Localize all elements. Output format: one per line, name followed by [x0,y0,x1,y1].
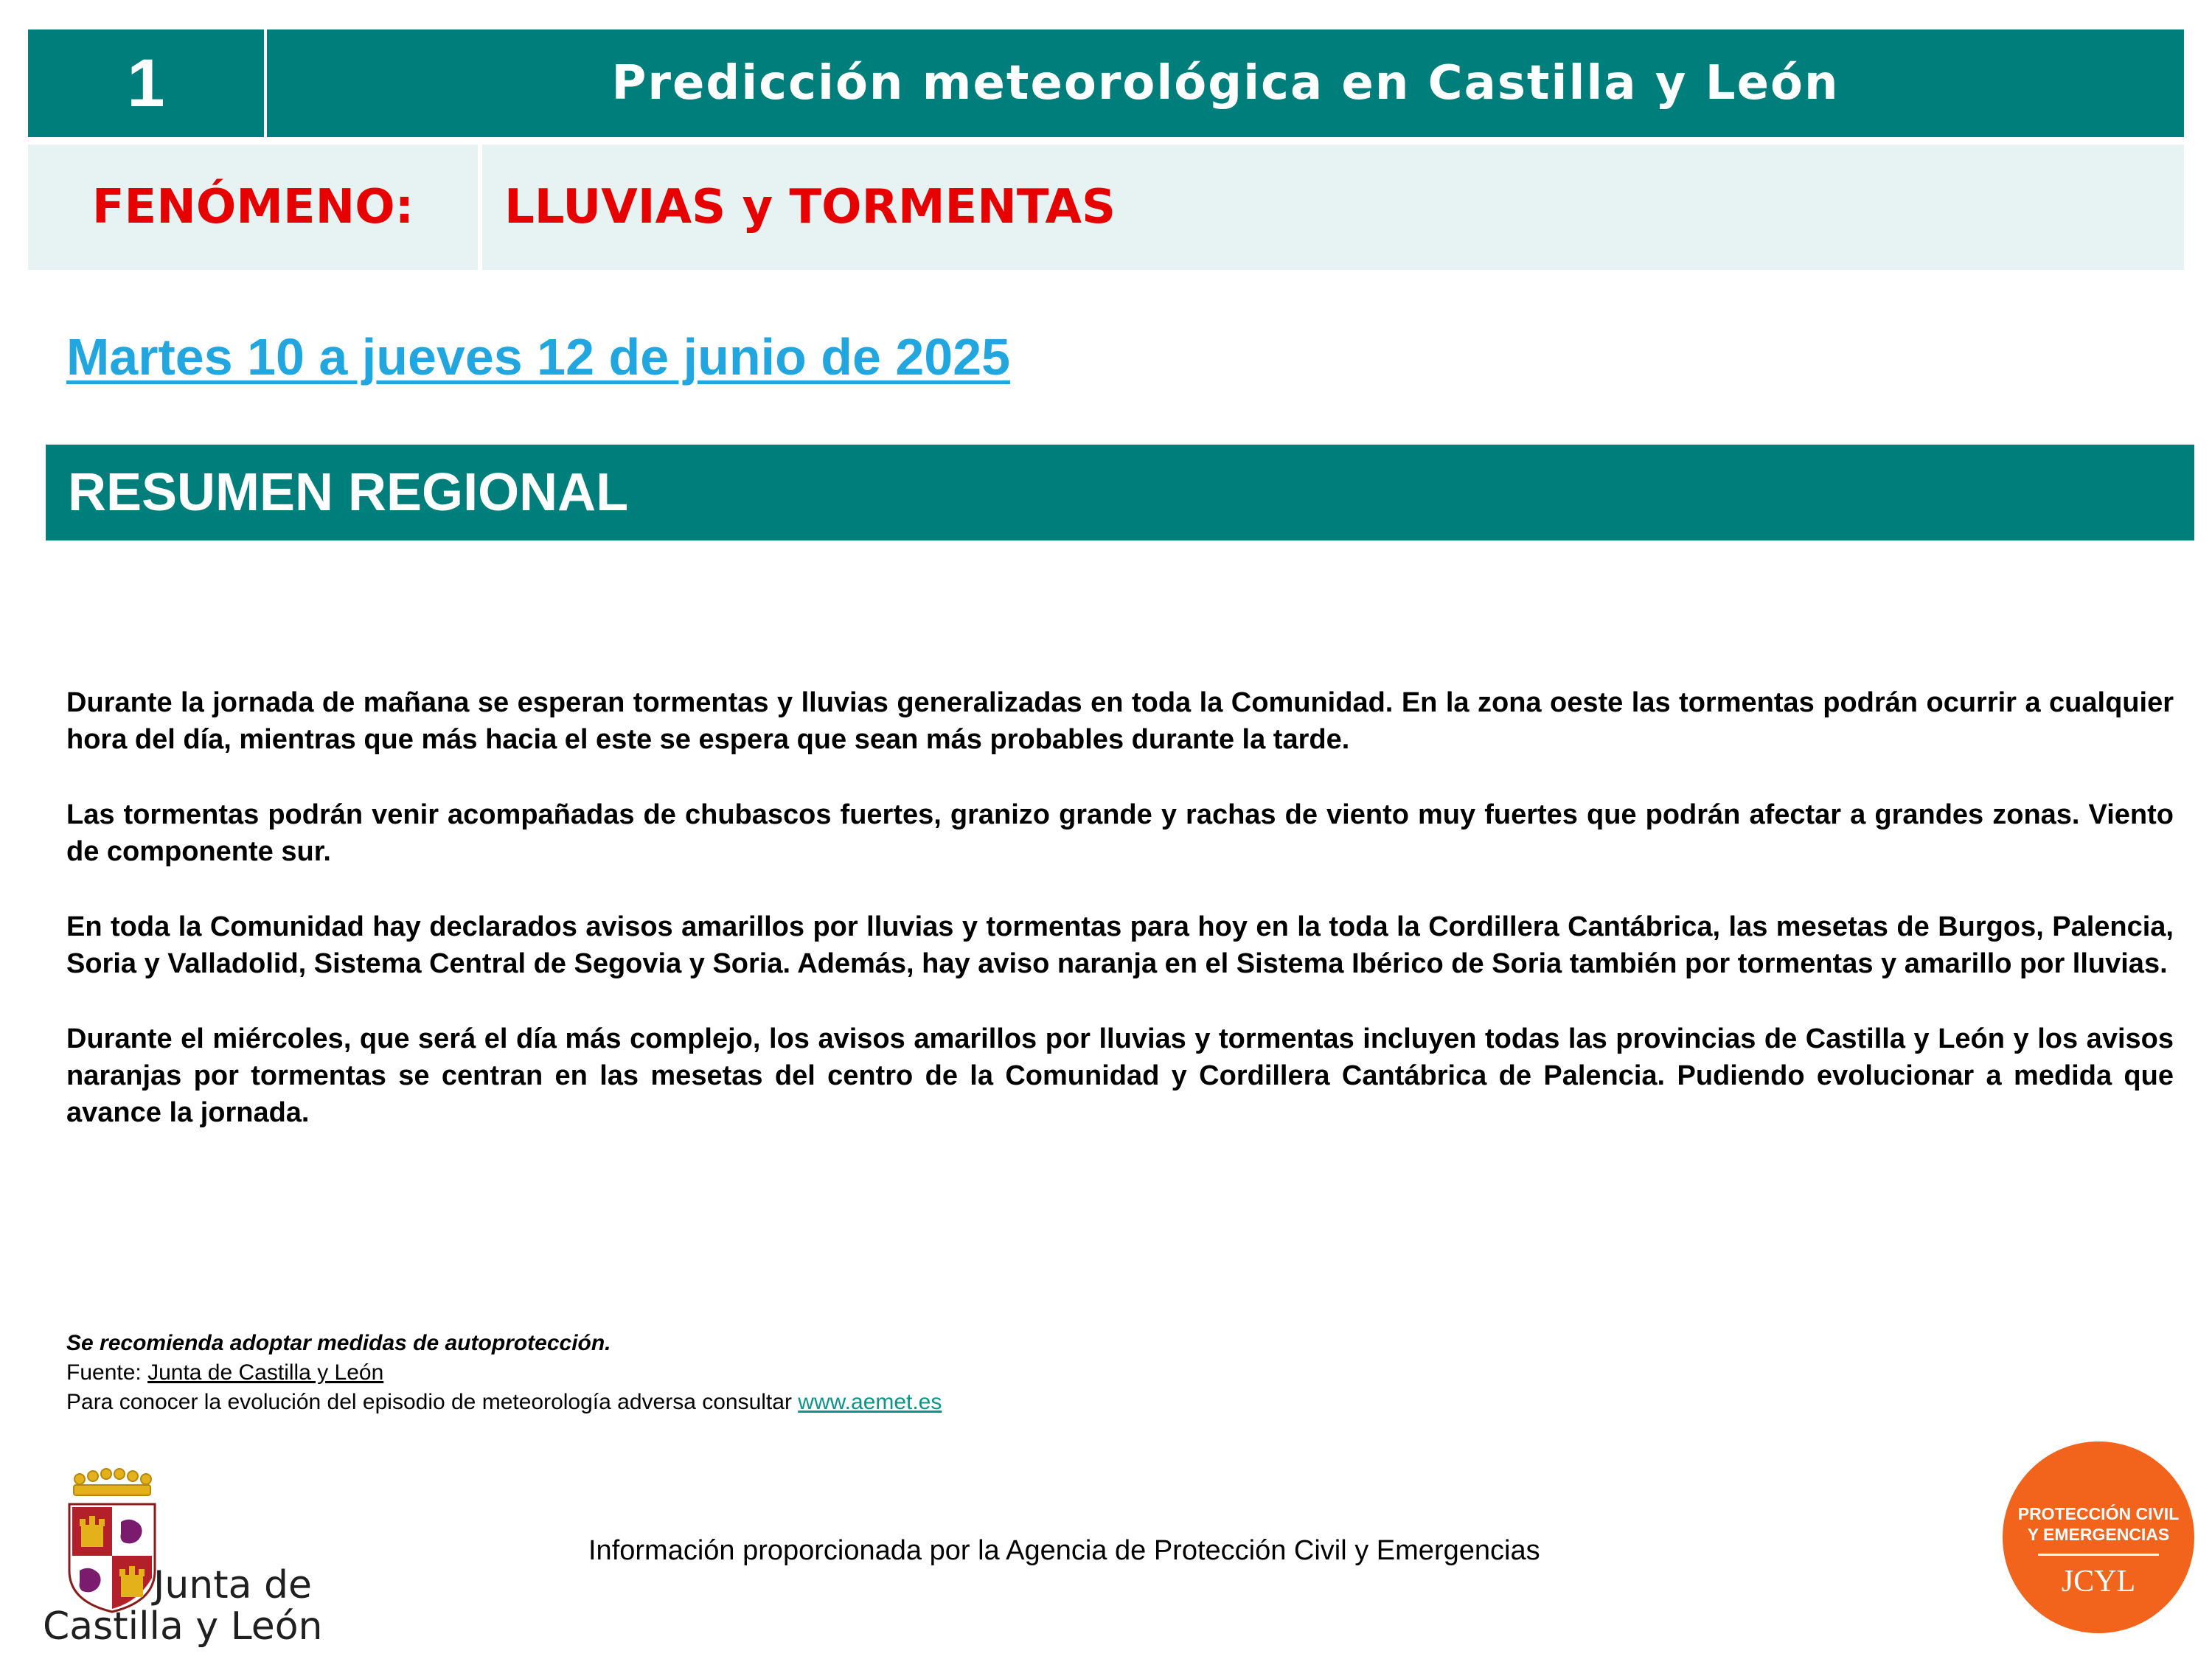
phenomenon-label: FENÓMENO: [28,145,478,270]
summary-body [66,684,2174,1169]
recommendation-text: Se recomienda adoptar medidas de autoprotección. [66,1331,611,1355]
phenomenon-value [482,145,2184,270]
jcyl-logo-line2: Castilla y León [43,1604,323,1649]
phenomenon-value-text: LLUVIAS y TORMENTAS [504,180,1116,234]
badge-divider [2038,1554,2159,1556]
jcyl-logo-text [43,1565,323,1647]
paragraph: En toda la Comunidad hay declarados avisos amarillos por lluvias y tormentas para hoy en la toda la Cordillera Cantábrica, las mesetas de Burgos, Palencia, Soria y Valladolid, Sistema Central de Segovia y Soria. Además, hay aviso naranja en el Sistema Ibérico de Soria también por tormentas y amarillo por lluvias. [66,911,2174,979]
source-prefix: Fuente: [66,1360,148,1385]
page-title: Predicción meteorológica en Castilla y León [267,29,2184,137]
section-title [46,445,2194,540]
paragraph: Durante la jornada de mañana se esperan tormentas y lluvias generalizadas en toda la Comunidad. En la zona oeste las tormentas podrán ocurrir a cualquier hora del día, mientras que más hacia el este se espera que sean más probables durante la tarde. [66,687,2174,755]
footer-notes [66,1329,942,1417]
section-title-text: RESUMEN REGIONAL [68,463,629,522]
consult-line [66,1388,942,1417]
source-link[interactable]: Junta de Castilla y León [147,1360,384,1385]
badge-line1: PROTECCIÓN CIVIL [2017,1504,2180,1523]
paragraph: Las tormentas podrán venir acompañadas de chubascos fuertes, granizo grande y rachas de viento muy fuertes que podrán afectar a grandes zonas. Viento de componente sur. [66,799,2174,867]
jcyl-logo-line1: Junta de [153,1563,313,1607]
bulletin-number: 1 [28,29,264,137]
paragraph: Durante el miércoles, que será el día más complejo, los avisos amarillos por lluvias y tormentas incluyen todas las provincias de Castilla y León y los avisos naranjas por tormentas se centran en las mesetas del centro de la Comunidad y Cordillera Cantábrica de Palencia. Pudiendo evolucionar a medida que avance la jornada. [66,1023,2174,1128]
badge-line2: Y EMERGENCIAS [2027,1525,2170,1544]
badge-title [2003,1503,2194,1545]
source-line [66,1358,942,1388]
info-line: Información proporcionada por la Agencia de Protección Civil y Emergencias [588,1535,1540,1566]
aemet-link[interactable]: www.aemet.es [798,1390,942,1414]
jcyl-logo [43,1467,352,1652]
date-range-link[interactable]: Martes 10 a jueves 12 de junio de 2025 [66,328,1011,386]
consult-prefix: Para conocer la evolución del episodio de meteorología adversa consultar [66,1390,799,1414]
badge-line3: JCYL [2061,1565,2136,1599]
proteccion-civil-badge [2003,1441,2194,1633]
